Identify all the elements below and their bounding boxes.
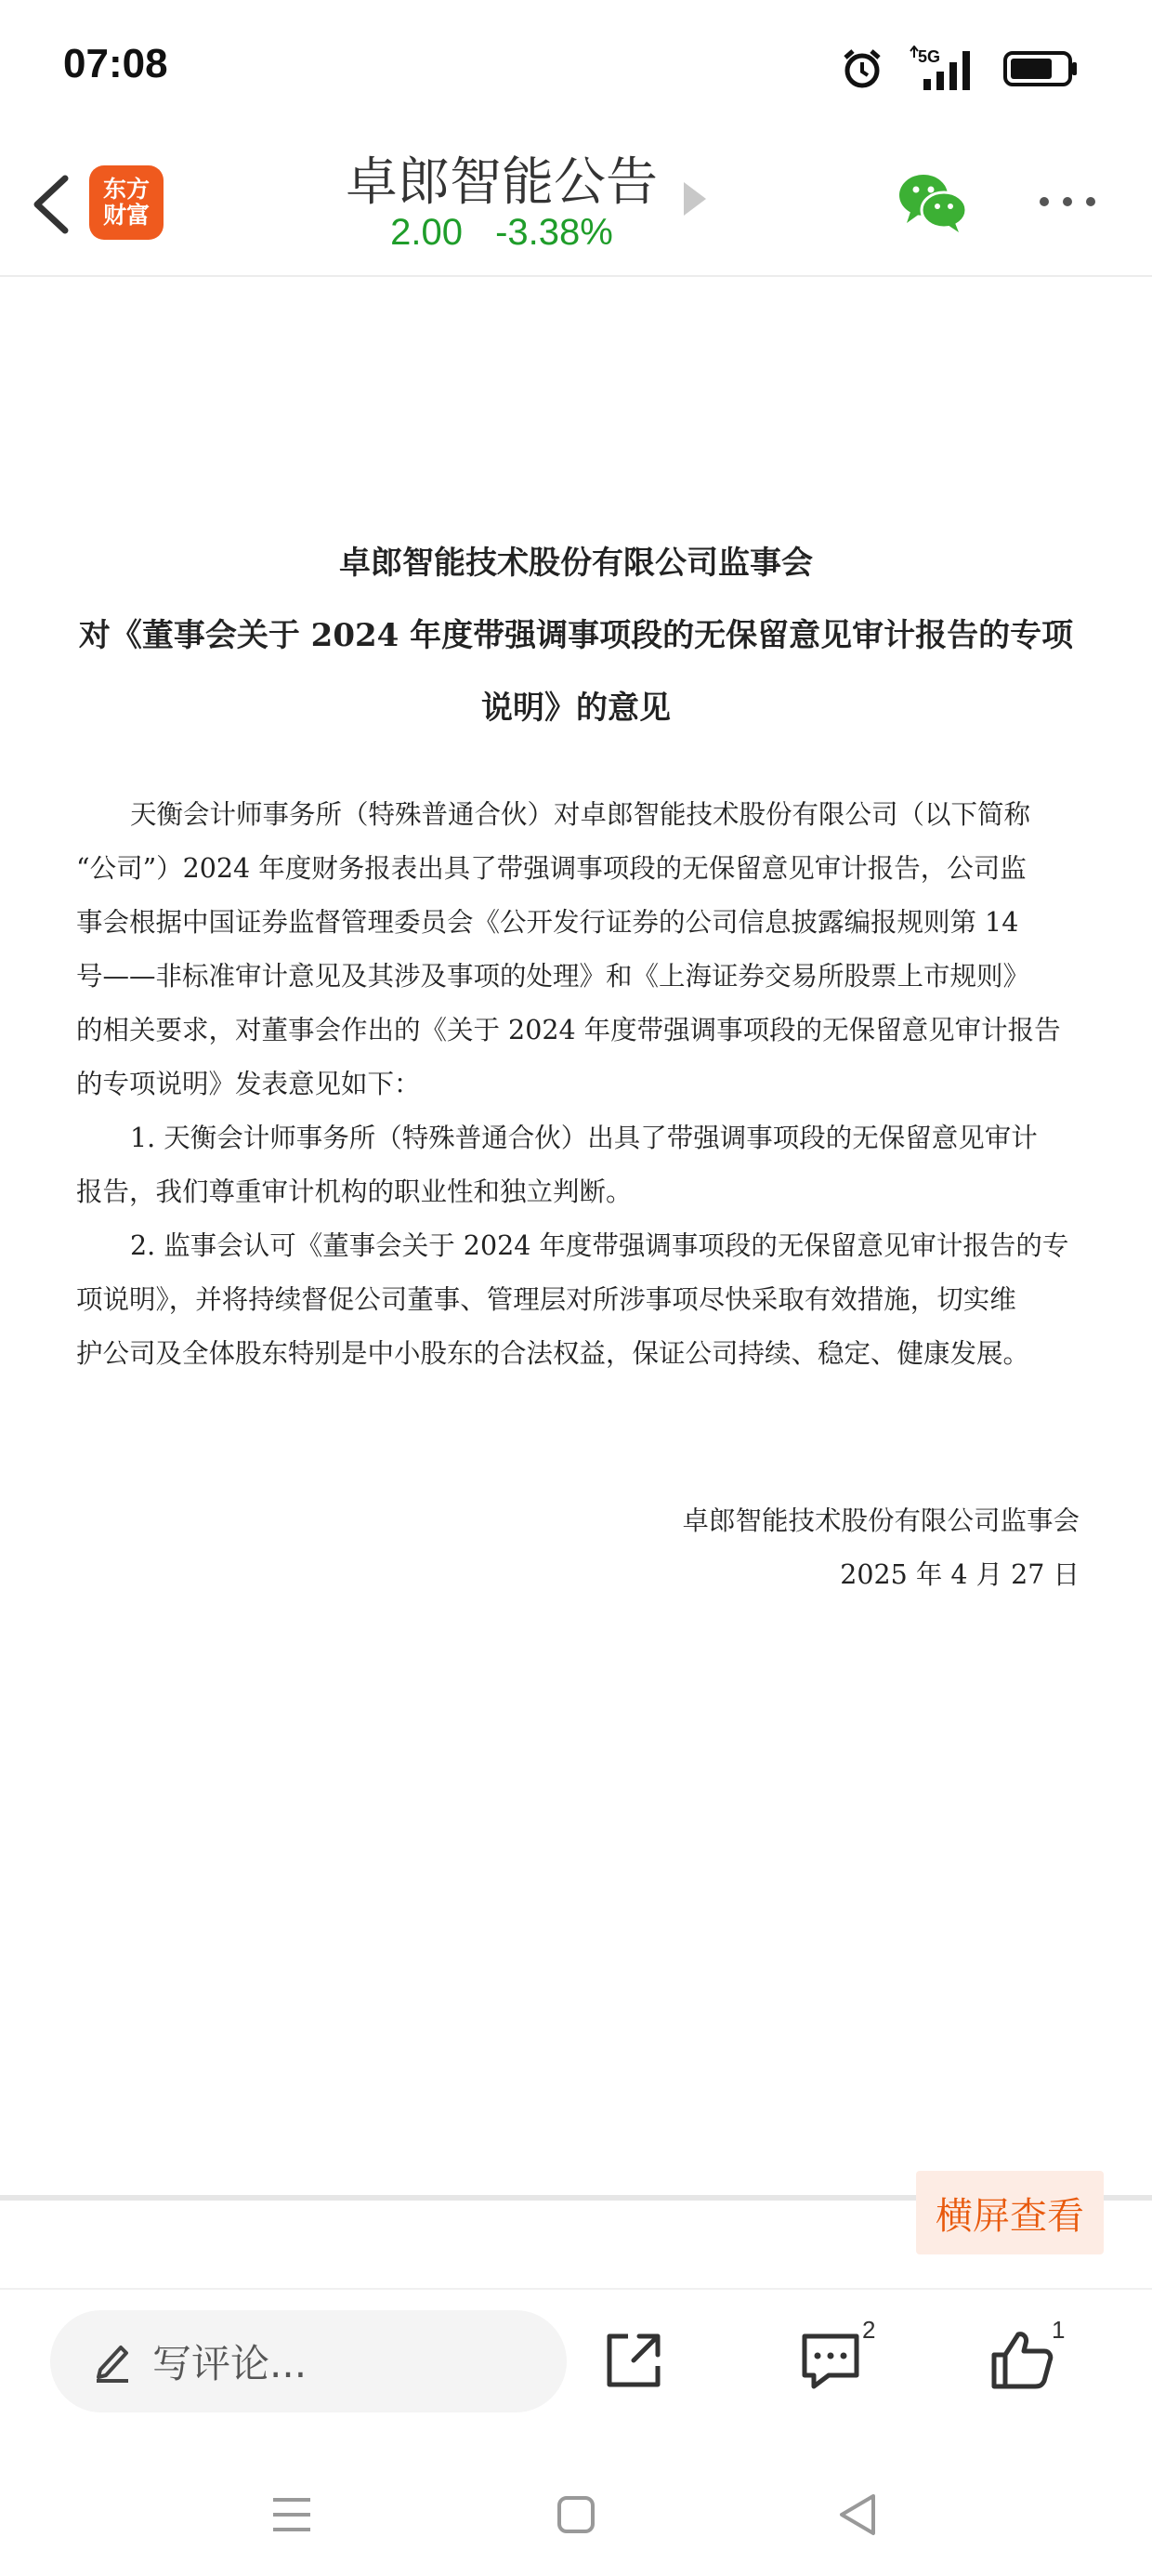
more-dots-icon: [1035, 188, 1100, 216]
chevron-left-icon: [19, 167, 84, 242]
status-icons: [840, 41, 1078, 97]
thumbs-up-icon: [988, 2327, 1055, 2394]
comment-input[interactable]: [50, 2310, 567, 2412]
comment-icon: [797, 2327, 864, 2394]
body-line: 1. 天衡会计师事务所（特殊普通合伙）出具了带强调事项段的无保留意见审计: [130, 1123, 1038, 1153]
body-line: 事会根据中国证券监督管理委员会《公开发行证券的公司信息披露编报规则第 14: [76, 907, 1019, 938]
body-line: 项说明》，并将持续督促公司董事、管理层对所涉事项尽快采取有效措施，切实维: [76, 1284, 1016, 1315]
svg-text:5G: 5G: [918, 47, 941, 66]
wechat-icon: [897, 171, 968, 236]
back-triangle-icon: [831, 2487, 886, 2543]
system-back-button[interactable]: [831, 2487, 886, 2543]
doc-heading-line1: 卓郎智能技术股份有限公司监事会: [339, 545, 813, 582]
pencil-icon: [93, 2340, 132, 2383]
body-line: 2. 监事会认可《董事会关于 2024 年度带强调事项段的无保留意见审计报告的专: [130, 1230, 1069, 1261]
5g-signal-icon: [907, 46, 981, 92]
body-line: 护公司及全体股东特别是中小股东的合法权益，保证公司持续、稳定、健康发展。: [76, 1338, 1030, 1369]
more-button[interactable]: [1035, 188, 1100, 216]
play-arrow-icon[interactable]: [682, 180, 708, 217]
system-nav-bar: [0, 2453, 1152, 2576]
stock-price-row[interactable]: [279, 212, 725, 254]
like-count: 1: [1052, 2316, 1066, 2344]
share-icon: [600, 2327, 667, 2394]
stock-price: 2.00: [390, 212, 463, 253]
like-button[interactable]: [988, 2327, 1055, 2394]
menu-icon: [264, 2487, 320, 2543]
alarm-icon: [840, 46, 884, 91]
app-header: [0, 130, 1152, 277]
home-button[interactable]: [548, 2487, 604, 2543]
recent-apps-button[interactable]: [264, 2487, 320, 2543]
body-line: “公司”）2024 年度财务报表出具了带强调事项段的无保留意见审计报告，公司监: [76, 853, 1027, 884]
app-logo[interactable]: [89, 165, 164, 240]
comments-button[interactable]: [797, 2327, 864, 2394]
status-time: 07:08: [63, 41, 168, 86]
body-line: 天衡会计师事务所（特殊普通合伙）对卓郎智能技术股份有限公司（以下简称: [130, 799, 1031, 830]
comment-count: 2: [862, 2316, 876, 2344]
page-title: 卓郎智能公告: [346, 152, 658, 213]
doc-heading-line2: 对《董事会关于 2024 年度带强调事项段的无保留意见审计报告的专项: [78, 617, 1074, 654]
landscape-view-button[interactable]: 横屏查看: [916, 2171, 1104, 2254]
battery-icon: [1003, 49, 1078, 88]
back-button[interactable]: [19, 167, 84, 242]
share-button[interactable]: [600, 2327, 667, 2394]
wechat-share-button[interactable]: [897, 171, 968, 236]
doc-signature: 卓郎智能技术股份有限公司监事会: [682, 1505, 1080, 1536]
body-line: 的专项说明》发表意见如下：: [76, 1069, 421, 1099]
body-line: 的相关要求，对董事会作出的《关于 2024 年度带强调事项段的无保留意见审计报告: [76, 1015, 1061, 1045]
bottom-action-bar: [0, 2288, 1152, 2438]
doc-heading-line3: 说明》的意见: [481, 690, 671, 727]
body-line: 号——非标准审计意见及其涉及事项的处理》和《上海证券交易所股票上市规则》: [76, 961, 1030, 992]
stock-change: -3.38%: [495, 212, 613, 253]
comment-placeholder: 写评论...: [152, 2341, 308, 2386]
status-bar: [0, 0, 1152, 130]
body-line: 报告，我们尊重审计机构的职业性和独立判断。: [76, 1176, 633, 1207]
logo-line1: 东方: [102, 176, 150, 203]
home-square-icon: [548, 2487, 604, 2543]
doc-date: 2025 年 4 月 27 日: [840, 1559, 1080, 1590]
announcement-document: [0, 275, 1152, 2189]
logo-line2: 财富: [102, 202, 150, 229]
doc-body: [76, 788, 1080, 1381]
